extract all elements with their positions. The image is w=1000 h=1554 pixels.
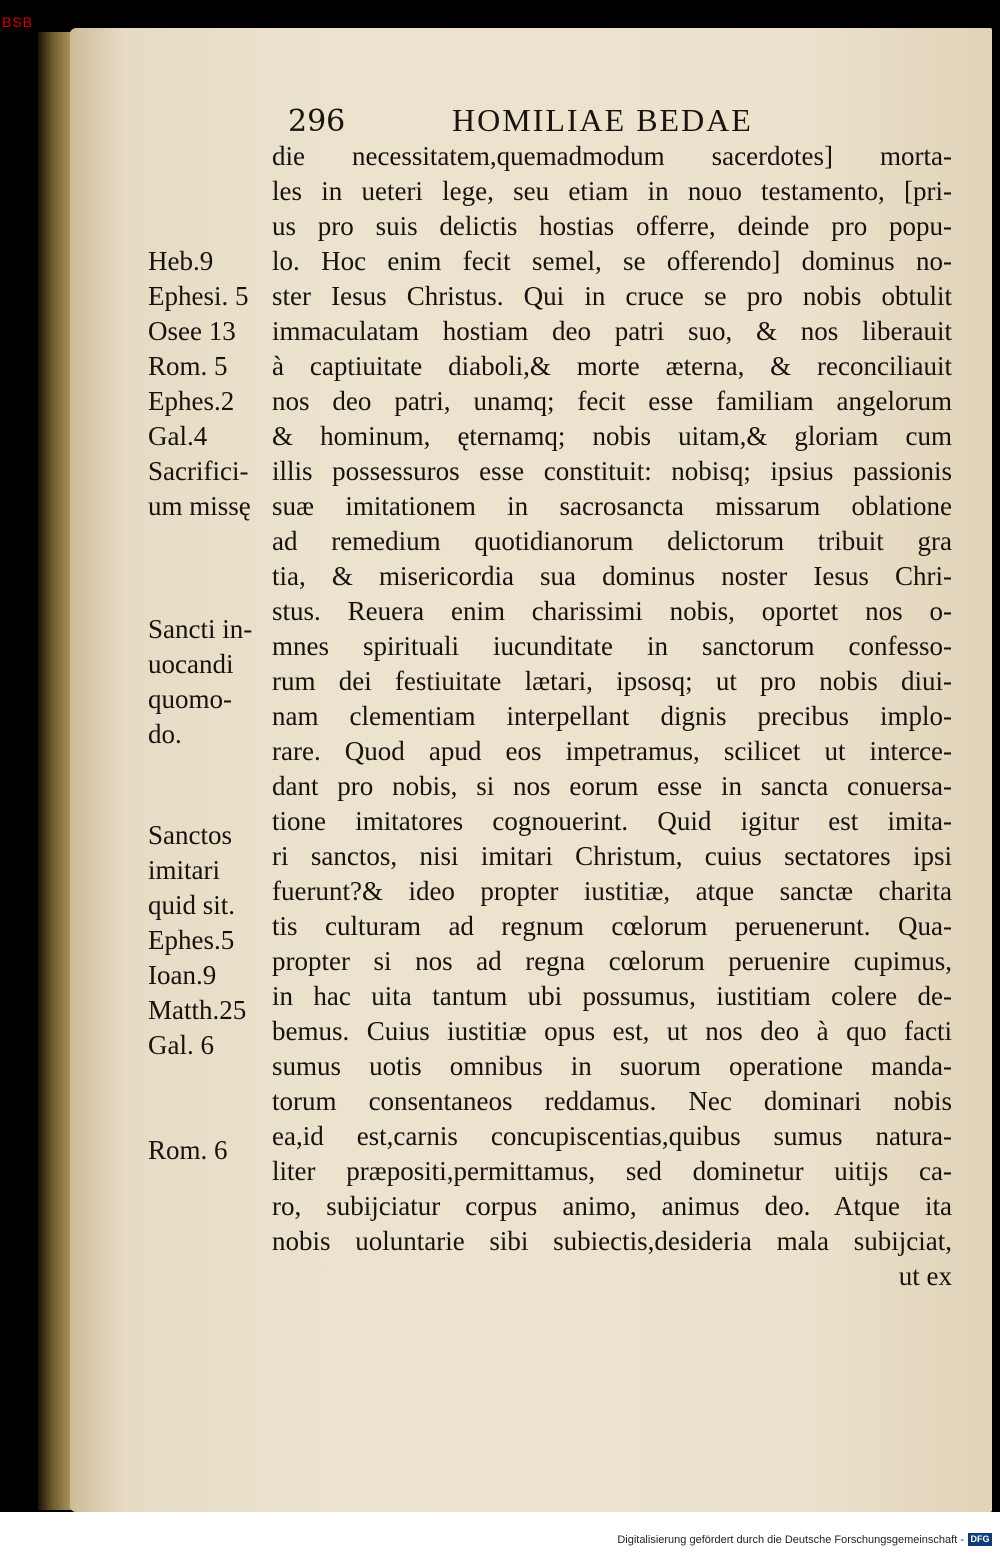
text-line: us pro suis delictis hostias offerre, deinde pro popu- — [272, 211, 952, 241]
marginal-note: Gal.4 — [148, 421, 208, 451]
text-line: rum dei festiuitate lætari, ipsosq; ut pro nobis diui- — [272, 666, 952, 696]
text-line: stus. Reuera enim charissimi nobis, oportet nos o- — [272, 596, 952, 626]
marginal-note: imitari — [148, 855, 220, 885]
text-line: ea,id est,carnis concupiscentias,quibus sumus natura- — [272, 1121, 952, 1151]
marginal-note: Heb.9 — [148, 246, 214, 276]
footer-bar — [0, 1512, 1000, 1554]
marginal-note: quomo- — [148, 683, 232, 714]
page-number: 296 — [288, 104, 346, 139]
marginal-note: Ephesi. 5 — [148, 281, 249, 311]
text-line: nobis uoluntarie sibi subiectis,desideria mala subijciat, — [272, 1226, 952, 1256]
marginal-note: Sancti in- — [148, 613, 253, 644]
marginal-note: Matth.25 — [148, 995, 247, 1025]
marginal-note: Rom. 5 — [148, 351, 228, 381]
text-line: & hominum, ęternamq; nobis uitam,& gloriam cum — [272, 421, 952, 451]
marginal-note: do. — [148, 718, 182, 749]
text-line: ut ex — [898, 1261, 952, 1291]
marginal-note: Ephes.5 — [148, 925, 235, 955]
text-line: ro, subijciatur corpus animo, animus deo. Atque ita — [272, 1191, 952, 1221]
text-line: die necessitatem,quemadmodum sacerdotes] morta- — [272, 141, 952, 171]
marginal-note: uocandi — [148, 648, 234, 679]
text-line: illis possessuros esse constituit: nobisq; ipsius passionis — [272, 456, 952, 486]
marginal-note: Ephes.2 — [148, 386, 235, 416]
marginal-note: Osee 13 — [148, 316, 236, 346]
text-line: dant pro nobis, si nos eorum esse in sancta conuersa- — [272, 771, 952, 801]
marginal-note: Sacrifici- — [148, 456, 249, 486]
text-line: tia, & misericordia sua dominus noster Iesus Chri- — [272, 561, 952, 591]
text-line: nos deo patri, unamq; fecit esse familiam angelorum — [272, 386, 952, 416]
text-line: suæ imitationem in sacrosancta missarum oblatione — [272, 491, 952, 521]
page-header — [0, 100, 1000, 144]
marginal-note: Rom. 6 — [148, 1135, 228, 1165]
text-line: tis culturam ad regnum cœlorum peruenerunt. Qua- — [272, 911, 952, 941]
marginal-note: Gal. 6 — [148, 1030, 214, 1060]
text-line: ad remedium quotidianorum delictorum tribuit gra — [272, 526, 952, 556]
text-line: mnes spirituali iucunditate in sanctorum confesso- — [272, 631, 952, 661]
main-text-block — [272, 139, 952, 1294]
text-line: fuerunt?& ideo propter iustitiæ, atque sanctæ charita — [272, 876, 952, 906]
text-line: ri sanctos, nisi imitari Christum, cuius sectatores ipsi — [272, 841, 952, 871]
text-line: à captiuitate diaboli,& morte æterna, & reconciliauit — [272, 351, 952, 381]
text-line: in hac uita tantum ubi possumus, iustitiam colere de- — [272, 981, 952, 1011]
marginal-note: Ioan.9 — [148, 960, 217, 990]
marginal-note: quid sit. — [148, 890, 236, 920]
funding-credit: Digitalisierung gefördert durch die Deutsche Forschungsgemeinschaft - — [617, 1534, 964, 1546]
text-line: sumus uotis omnibus in suorum operatione manda- — [272, 1051, 952, 1081]
bsb-watermark: BSB — [2, 14, 34, 30]
marginal-note: um missę — [148, 491, 251, 521]
text-line: lo. Hoc enim fecit semel, se offerendo] dominus no- — [272, 246, 952, 276]
text-line: bemus. Cuius iustitiæ opus est, ut nos deo à quo facti — [272, 1016, 952, 1046]
text-line: liter præpositi,permittamus, sed dominetur uitijs ca- — [272, 1156, 952, 1186]
text-line: immaculatam hostiam deo patri suo, & nos liberauit — [272, 316, 952, 346]
text-line: tione imitatores cognouerint. Quid igitur est imita- — [272, 806, 952, 836]
text-line: nam clementiam interpellant dignis precibus implo- — [272, 701, 952, 731]
text-line: les in ueteri lege, seu etiam in nouo testamento, [pri- — [272, 176, 952, 206]
running-title: HOMILIAE BEDAE — [452, 102, 753, 138]
dfg-logo-icon: DFG — [968, 1533, 992, 1546]
text-line: propter si nos ad regna cœlorum peruenire cupimus, — [272, 946, 952, 976]
text-line: rare. Quod apud eos impetramus, scilicet ut interce- — [272, 736, 952, 766]
text-line: torum consentaneos reddamus. Nec dominari nobis — [272, 1086, 952, 1116]
text-line: ster Iesus Christus. Qui in cruce se pro nobis obtulit — [272, 281, 952, 311]
marginal-note: Sanctos — [148, 820, 232, 850]
